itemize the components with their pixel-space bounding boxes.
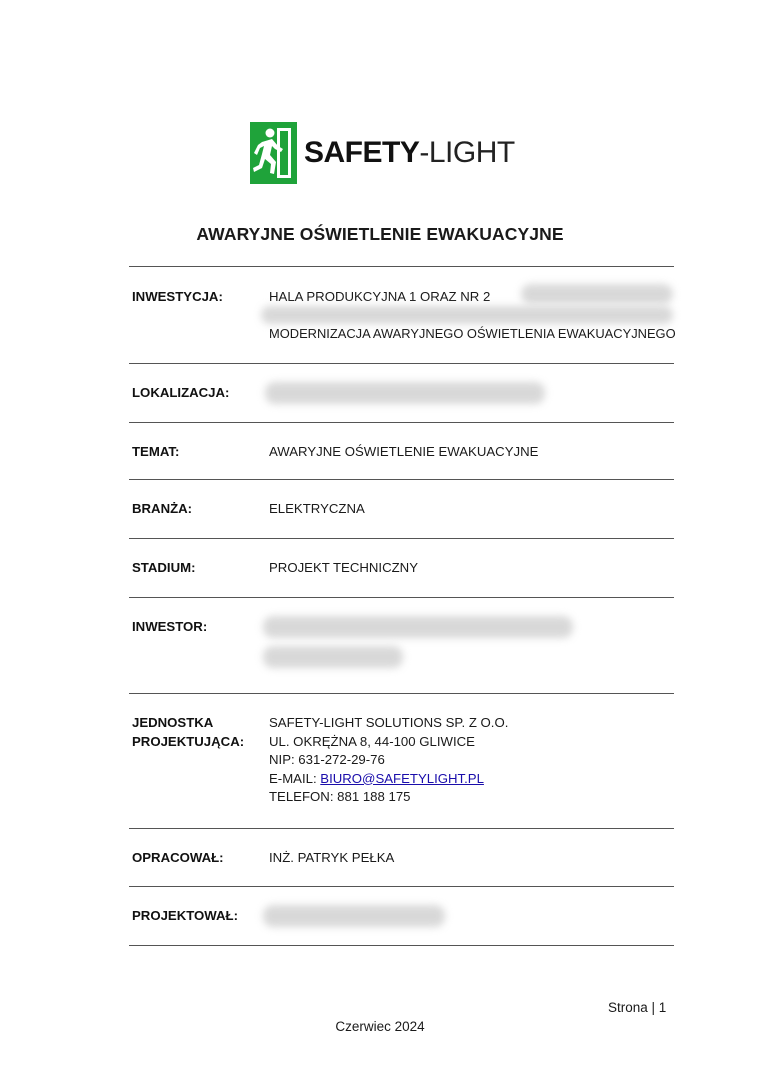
page-number: Strona | 1: [608, 1000, 667, 1015]
designed-by-label: PROJEKTOWAŁ:: [132, 908, 238, 923]
divider: [129, 693, 674, 694]
divider: [129, 886, 674, 887]
divider: [129, 538, 674, 539]
divider: [129, 266, 674, 267]
stage-value: PROJEKT TECHNICZNY: [269, 560, 418, 575]
stage-label: STADIUM:: [132, 560, 196, 575]
divider: [129, 945, 674, 946]
design-unit-value: [269, 714, 508, 807]
company-name: SAFETY-LIGHT SOLUTIONS SP. Z O.O.: [269, 715, 509, 730]
brand-name: SAFETY-LIGHT: [304, 136, 515, 169]
location-label: LOKALIZACJA:: [132, 385, 230, 400]
topic-value: AWARYJNE OŚWIETLENIE EWAKUACYJNE: [269, 444, 539, 459]
divider: [129, 597, 674, 598]
company-phone: TELEFON: 881 188 175: [269, 789, 411, 804]
design-unit-label: [132, 714, 244, 751]
divider: [129, 479, 674, 480]
email-label: E-MAIL:: [269, 770, 321, 786]
investment-value-line2: MODERNIZACJA AWARYJNEGO OŚWIETLENIA EWAKUACYJNEGO: [269, 326, 676, 341]
prepared-by-value: INŻ. PATRYK PEŁKA: [269, 850, 395, 865]
document-title: AWARYJNE OŚWIETLENIE EWAKUACYJNE: [196, 224, 564, 244]
divider: [129, 828, 674, 829]
prepared-by-label: OPRACOWAŁ:: [132, 850, 224, 865]
company-address: UL. OKRĘŻNA 8, 44-100 GLIWICE: [269, 733, 475, 749]
logo: [250, 122, 520, 188]
investment-label: INWESTYCJA:: [132, 289, 223, 304]
running-man-exit-icon: [250, 122, 297, 184]
redacted-block: [263, 616, 573, 638]
company-nip: NIP: 631-272-29-76: [269, 752, 385, 767]
company-email-line: [269, 770, 508, 789]
document-date: Czerwiec 2024: [335, 1019, 425, 1034]
redacted-block: [261, 306, 673, 324]
redacted-block: [263, 646, 403, 668]
topic-label: TEMAT:: [132, 444, 180, 459]
industry-label: BRANŻA:: [132, 501, 193, 516]
redacted-block: [263, 905, 445, 927]
investor-label: INWESTOR:: [132, 619, 208, 634]
investment-value-line1: HALA PRODUKCYJNA 1 ORAZ NR 2: [269, 289, 491, 304]
redacted-block: [521, 284, 673, 304]
email-link[interactable]: BIURO@SAFETYLIGHT.PL: [320, 770, 484, 786]
design-unit-label-line2: PROJEKTUJĄCA:: [132, 733, 245, 749]
divider: [129, 422, 674, 423]
redacted-block: [265, 382, 545, 404]
design-unit-label-line1: JEDNOSTKA: [132, 715, 214, 730]
divider: [129, 363, 674, 364]
industry-value: ELEKTRYCZNA: [269, 501, 365, 516]
